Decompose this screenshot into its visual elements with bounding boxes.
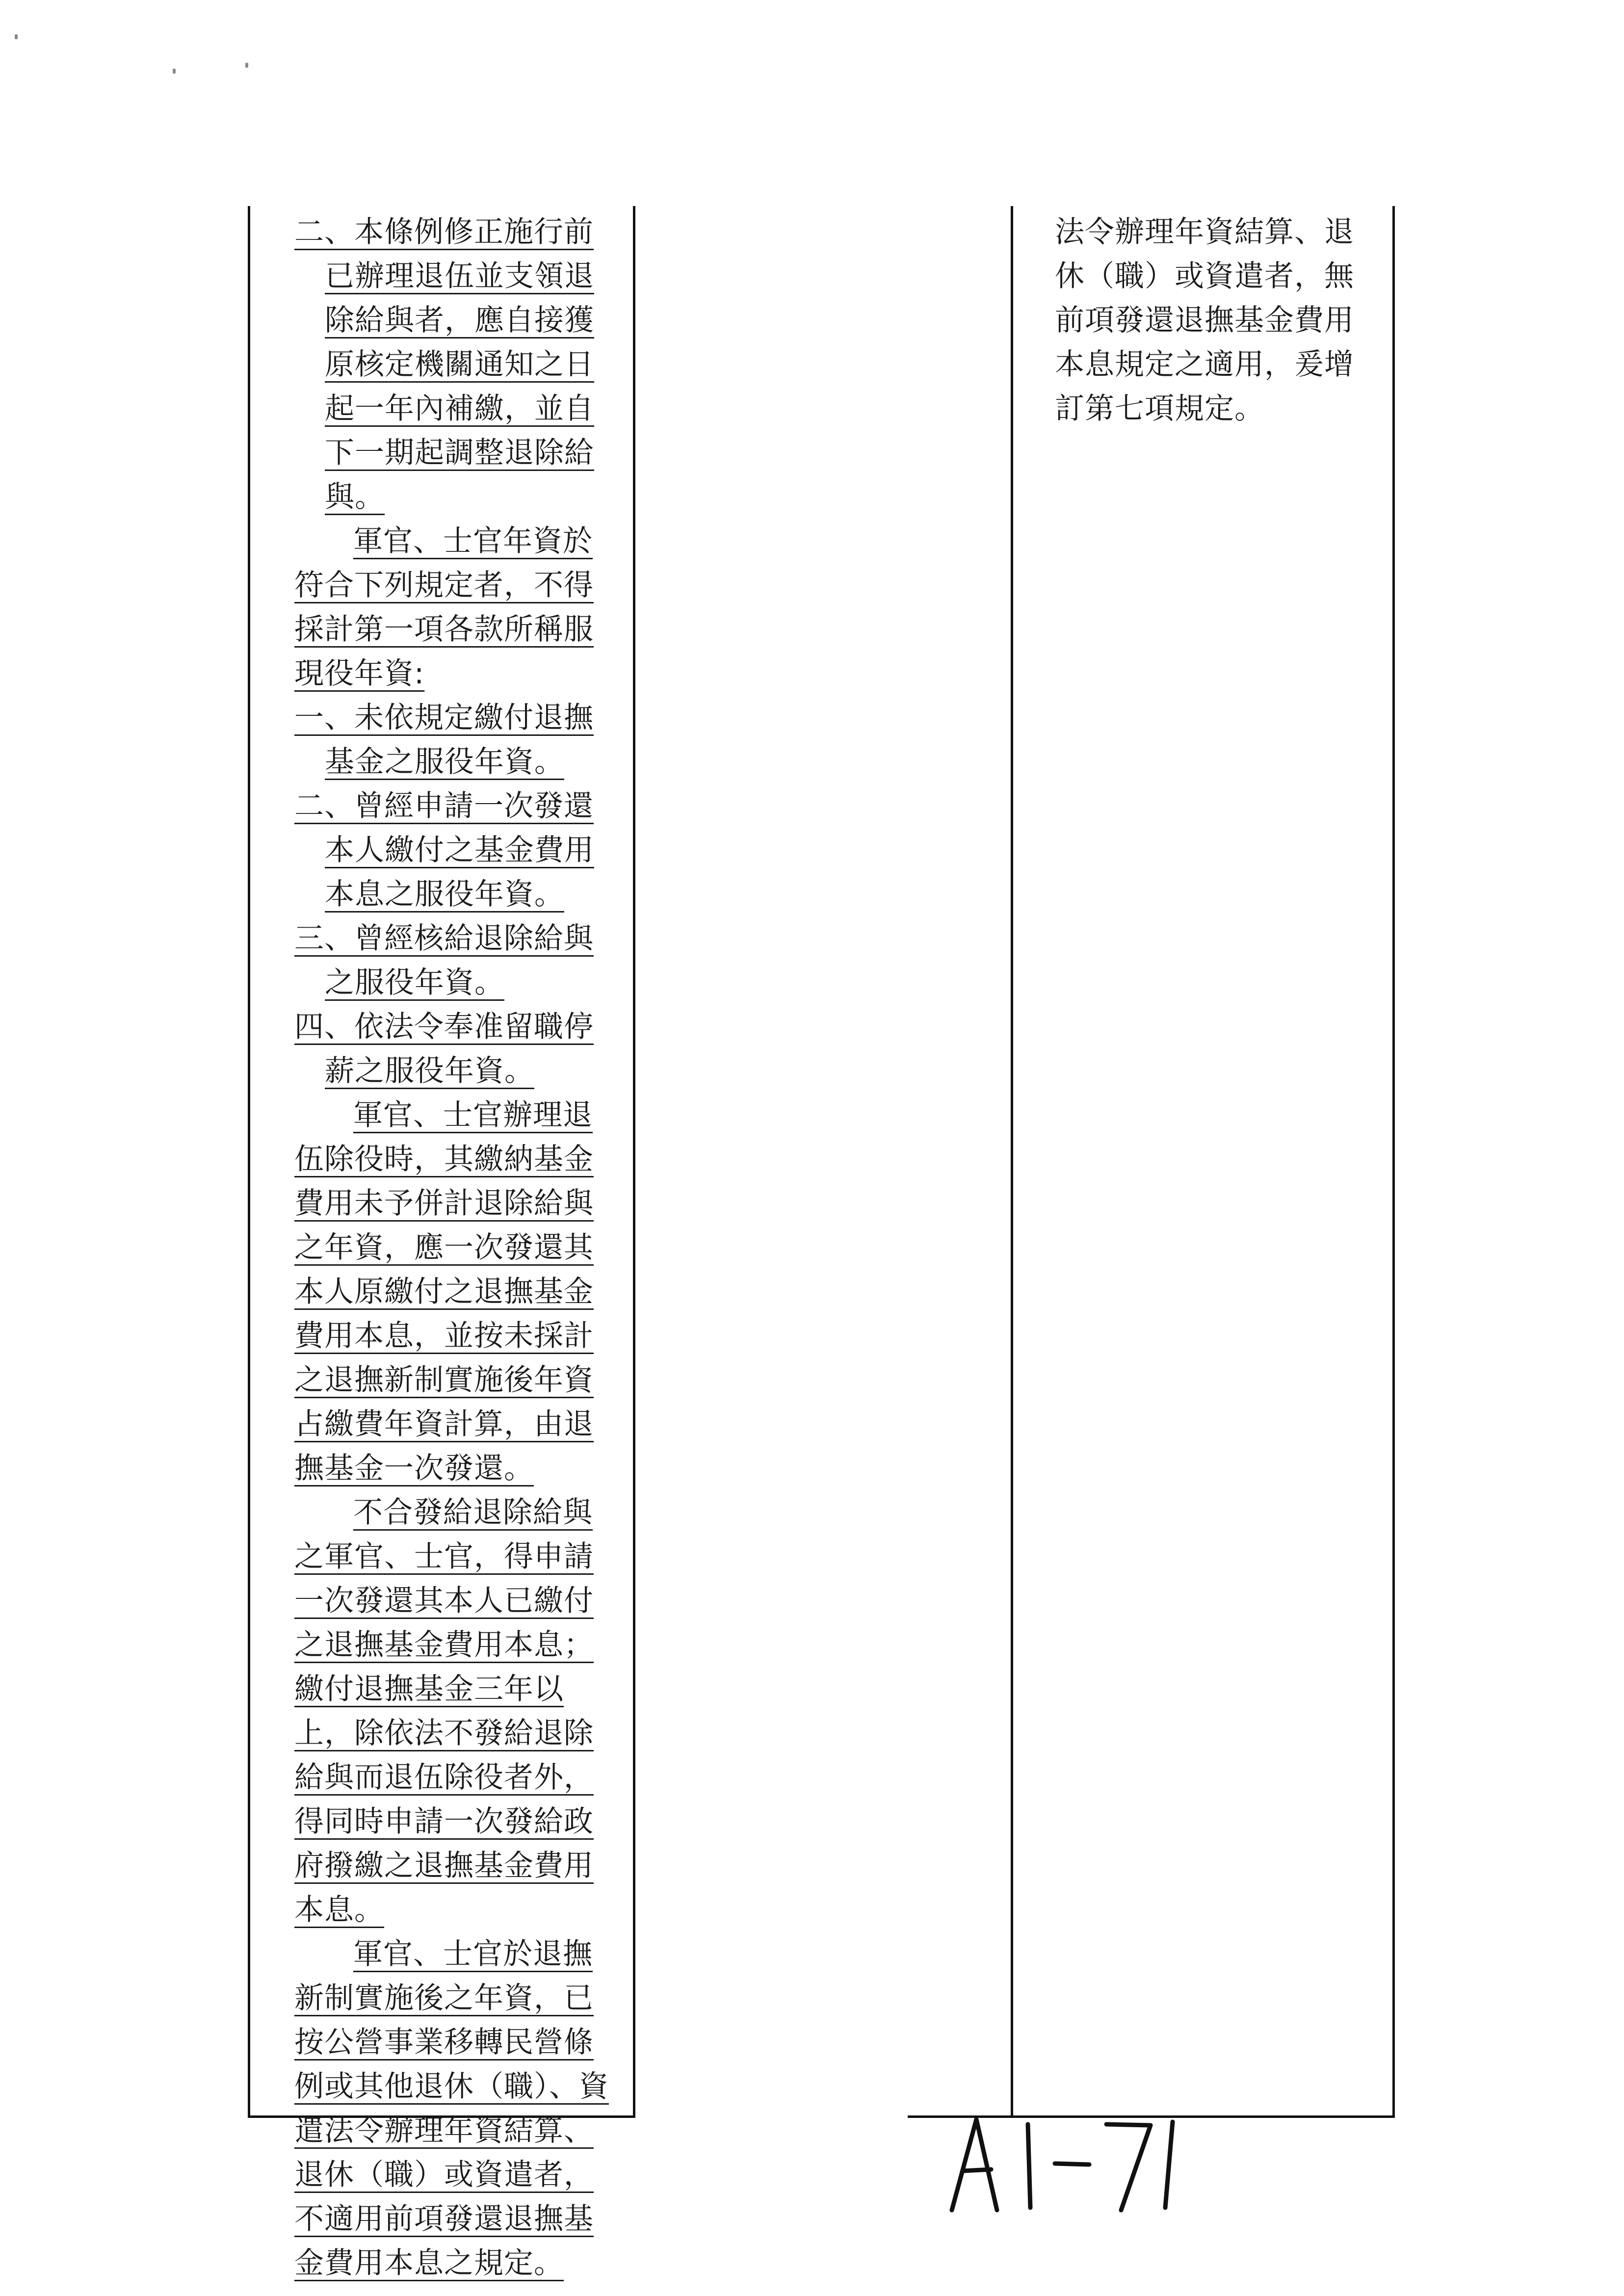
scan-speck (173, 69, 176, 74)
table-border-col3-left (1011, 206, 1013, 2117)
table-border-col1-right (633, 206, 635, 2117)
explanation-column (1055, 210, 1379, 431)
seniority-list-item: 一、未依規定繳付退撫基金之服役年資。 (294, 701, 594, 779)
refund-paragraph: 軍官、士官辦理退伍除役時，其繳納基金費用未予併計退除給與之年資，應一次發還其本人原繳付之退撫基金費用本息，並按未採計之退撫新制實施後年資占繳費年資計算，由退撫基金一次發還。 (294, 1098, 594, 1486)
transfer-paragraph: 軍官、士官於退撫新制實施後之年資，已按公營事業移轉民營條例或其他退休（職）、資遣法令辦理年資結算、退休（職）或資遣者，不適用前項發還退撫基金費用本息之規定。 (294, 1937, 609, 2280)
seniority-list-item: 四、依法令奉准留職停薪之服役年資。 (294, 1010, 594, 1088)
amended-text-column (294, 210, 618, 2285)
table-border-left (248, 206, 250, 2117)
scan-speck (245, 63, 248, 68)
non-qualify-paragraph: 不合發給退除給與之軍官、士官，得申請一次發還其本人已繳付之退撫基金費用本息；繳付退撫基金三年以上，除依法不發給退除給與而退伍除役者外，得同時申請一次發給政府撥繳之退撫基金費用本息。 (294, 1495, 594, 1927)
scan-speck (15, 34, 18, 39)
handwritten-page-mark-drawing (942, 2110, 1217, 2218)
explanation-text: 法令辦理年資結算、退休（職）或資遣者，無前項發還退撫基金費用本息規定之適用，爰增訂第七項規定。 (1055, 215, 1354, 426)
table-border-right (1392, 206, 1395, 2117)
handwritten-page-mark (942, 2110, 1217, 2218)
amended-item-2: 二、本條例修正施行前已辦理退伍並支領退除給與者，應自接獲原核定機關通知之日起一年內補繳，並自下一期起調整退除給與。 (294, 215, 594, 514)
seniority-intro-paragraph: 軍官、士官年資於符合下列規定者，不得採計第一項各款所稱服現役年資: (294, 524, 594, 691)
seniority-list-item: 三、曾經核給退除給與之服役年資。 (294, 921, 594, 1000)
seniority-list-item: 二、曾經申請一次發還本人繳付之基金費用本息之服役年資。 (294, 789, 594, 912)
